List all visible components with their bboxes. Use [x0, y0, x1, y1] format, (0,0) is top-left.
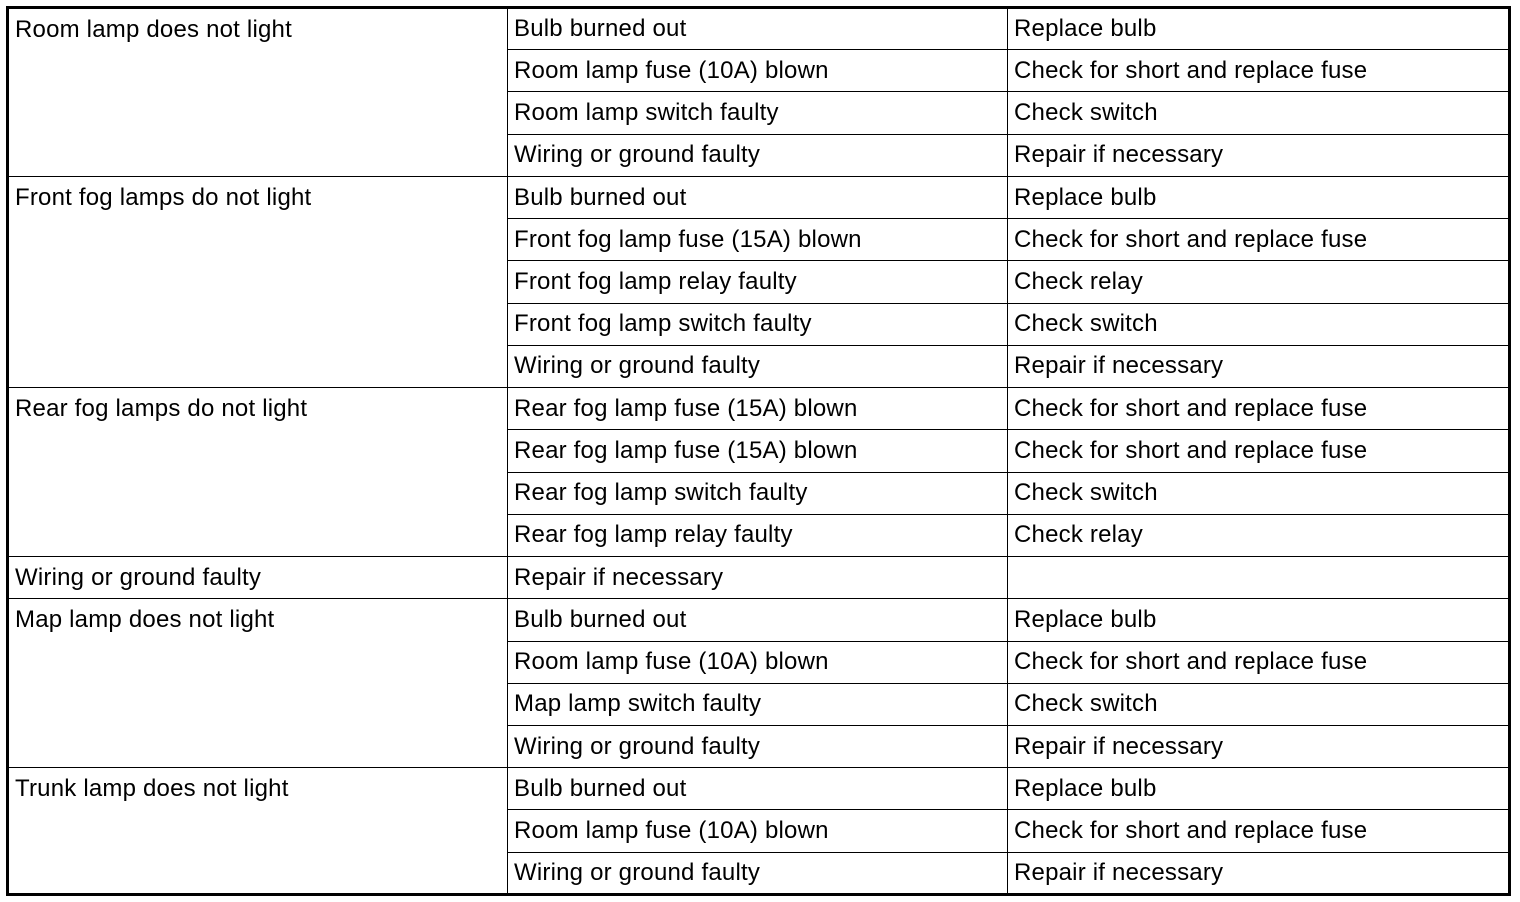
remedy-cell: Replace bulb — [1008, 768, 1510, 810]
remedy-cell: Check switch — [1008, 92, 1510, 134]
remedy-cell: Check relay — [1008, 514, 1510, 556]
remedy-cell: Repair if necessary — [1008, 345, 1510, 387]
symptom-cell: Wiring or ground faulty — [8, 557, 508, 599]
cause-cell: Map lamp switch faulty — [508, 683, 1008, 725]
cause-cell: Bulb burned out — [508, 176, 1008, 218]
remedy-cell: Replace bulb — [1008, 599, 1510, 641]
cause-cell: Wiring or ground faulty — [508, 345, 1008, 387]
troubleshooting-table-container — [6, 6, 1508, 896]
cause-cell: Rear fog lamp fuse (15A) blown — [508, 430, 1008, 472]
troubleshooting-table — [6, 6, 1511, 896]
remedy-cell: Check switch — [1008, 303, 1510, 345]
table-body — [8, 8, 1510, 895]
remedy-cell: Check for short and replace fuse — [1008, 50, 1510, 92]
remedy-cell: Replace bulb — [1008, 8, 1510, 50]
cause-cell: Wiring or ground faulty — [508, 134, 1008, 176]
cause-cell: Room lamp fuse (10A) blown — [508, 50, 1008, 92]
remedy-cell: Check for short and replace fuse — [1008, 219, 1510, 261]
cause-cell: Room lamp switch faulty — [508, 92, 1008, 134]
cause-cell: Rear fog lamp fuse (15A) blown — [508, 388, 1008, 430]
table-row — [8, 176, 1510, 218]
cause-cell: Bulb burned out — [508, 599, 1008, 641]
remedy-cell: Check for short and replace fuse — [1008, 641, 1510, 683]
table-row — [8, 768, 1510, 810]
cause-cell: Room lamp fuse (10A) blown — [508, 641, 1008, 683]
cause-cell: Bulb burned out — [508, 768, 1008, 810]
remedy-cell: Check for short and replace fuse — [1008, 388, 1510, 430]
remedy-cell: Check switch — [1008, 472, 1510, 514]
symptom-cell: Front fog lamps do not light — [8, 176, 508, 387]
cause-cell: Wiring or ground faulty — [508, 852, 1008, 894]
remedy-cell: Repair if necessary — [1008, 852, 1510, 894]
cause-cell: Front fog lamp relay faulty — [508, 261, 1008, 303]
cause-cell: Wiring or ground faulty — [508, 725, 1008, 767]
symptom-cell: Room lamp does not light — [8, 8, 508, 177]
cause-cell: Repair if necessary — [508, 557, 1008, 599]
cause-cell: Front fog lamp fuse (15A) blown — [508, 219, 1008, 261]
cause-cell: Rear fog lamp switch faulty — [508, 472, 1008, 514]
remedy-cell: Check switch — [1008, 683, 1510, 725]
remedy-cell: Repair if necessary — [1008, 134, 1510, 176]
remedy-cell — [1008, 557, 1510, 599]
remedy-cell: Check relay — [1008, 261, 1510, 303]
symptom-cell: Trunk lamp does not light — [8, 768, 508, 895]
cause-cell: Rear fog lamp relay faulty — [508, 514, 1008, 556]
table-row — [8, 557, 1510, 599]
symptom-cell: Map lamp does not light — [8, 599, 508, 768]
cause-cell: Room lamp fuse (10A) blown — [508, 810, 1008, 852]
symptom-cell: Rear fog lamps do not light — [8, 388, 508, 557]
table-row — [8, 599, 1510, 641]
remedy-cell: Repair if necessary — [1008, 725, 1510, 767]
remedy-cell: Replace bulb — [1008, 176, 1510, 218]
remedy-cell: Check for short and replace fuse — [1008, 810, 1510, 852]
cause-cell: Bulb burned out — [508, 8, 1008, 50]
table-row — [8, 8, 1510, 50]
table-row — [8, 388, 1510, 430]
remedy-cell: Check for short and replace fuse — [1008, 430, 1510, 472]
cause-cell: Front fog lamp switch faulty — [508, 303, 1008, 345]
